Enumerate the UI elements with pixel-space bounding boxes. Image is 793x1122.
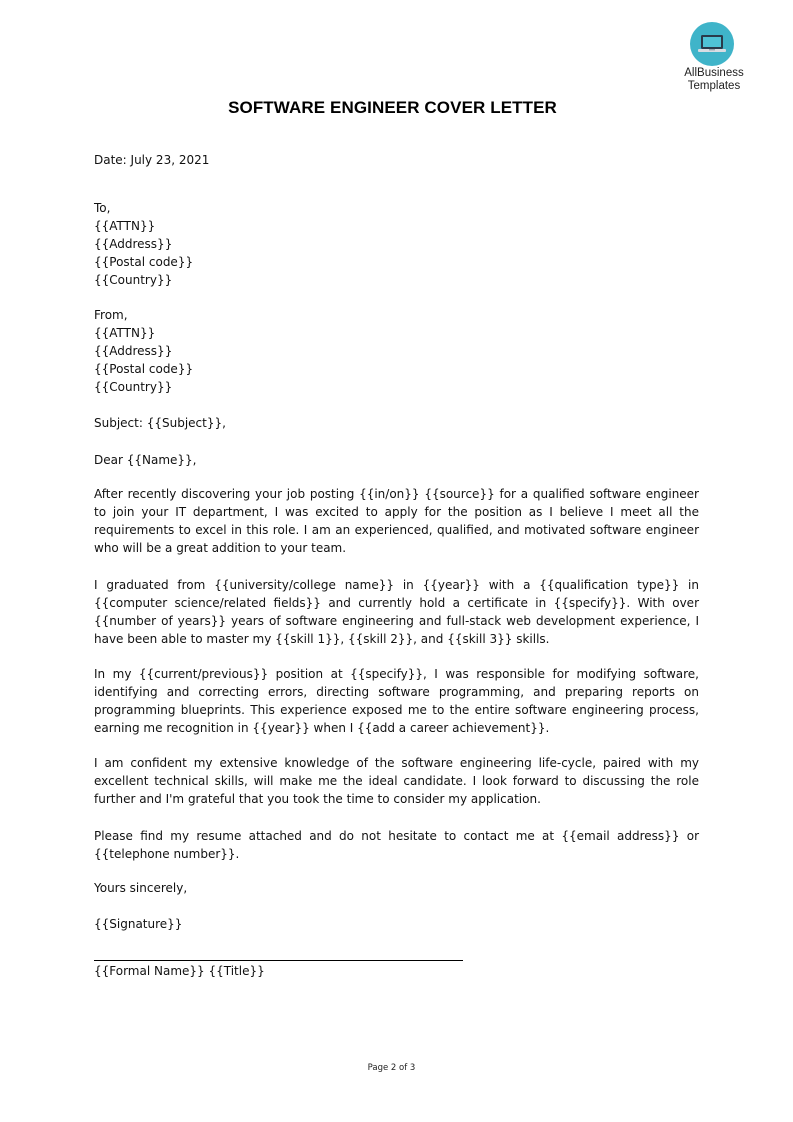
to-heading: To, [94, 201, 111, 215]
subject-line: Subject: {{Subject}}, [94, 416, 226, 430]
to-attn: {{ATTN}} [94, 219, 156, 233]
from-attn: {{ATTN}} [94, 326, 156, 340]
to-country: {{Country}} [94, 273, 173, 287]
from-address: {{Address}} [94, 344, 173, 358]
body-paragraph-3: In my {{current/previous}} position at {{specify}}, I was responsible for modifying software, identifying and correcting errors, directing software programming, and preparing reports on programming blueprints. This experience exposed me to the entire software engineering process, earning me recognition in {{year}} when I {{add a career achievement}}. [94, 667, 699, 735]
company-logo [672, 20, 762, 96]
from-heading: From, [94, 308, 128, 322]
date-line: Date: July 23, 2021 [94, 153, 210, 167]
to-address: {{Address}} [94, 237, 173, 251]
to-postal-code: {{Postal code}} [94, 255, 194, 269]
body-paragraph-2: I graduated from {{university/college name}} in {{year}} with a {{qualification type}} in {{computer science/related fields}} and currently hold a certificate in {{specify}}. With over {{number of years}} years of software engineering and full-stack web development experience, I have been able to master my {{skill 1}}, {{skill 2}}, and {{skill 3}} skills. [94, 578, 699, 646]
logo-text-line1: AllBusiness [684, 67, 744, 79]
logo-text [672, 67, 756, 92]
signature-placeholder: {{Signature}} [94, 917, 183, 931]
signature-line [94, 960, 463, 961]
body-paragraph-5: Please find my resume attached and do not hesitate to contact me at {{email address}} or {{telephone number}}. [94, 829, 699, 861]
salutation: Dear {{Name}}, [94, 453, 197, 467]
logo-text-line2: Templates [687, 79, 741, 92]
from-country: {{Country}} [94, 380, 173, 394]
from-postal-code: {{Postal code}} [94, 362, 194, 376]
body-paragraph-4: I am confident my extensive knowledge of the software engineering life-cycle, paired with my excellent technical skills, will make me the ideal candidate. I look forward to discussing the role further and I'm grateful that you took the time to consider my application. [94, 756, 699, 806]
page-number: Page 2 of 3 [367, 1063, 416, 1073]
formal-name-title: {{Formal Name}} {{Title}} [94, 964, 265, 978]
document-title: SOFTWARE ENGINEER COVER LETTER [228, 98, 557, 117]
laptop-icon [690, 22, 734, 66]
closing: Yours sincerely, [94, 881, 188, 895]
body-paragraph-1: After recently discovering your job posting {{in/on}} {{source}} for a qualified software engineer to join your IT department, I was excited to apply for the position as I believe I meet all the requirements to excel in this role. I am an experienced, qualified, and motivated software engineer who will be a great addition to your team. [94, 487, 699, 555]
